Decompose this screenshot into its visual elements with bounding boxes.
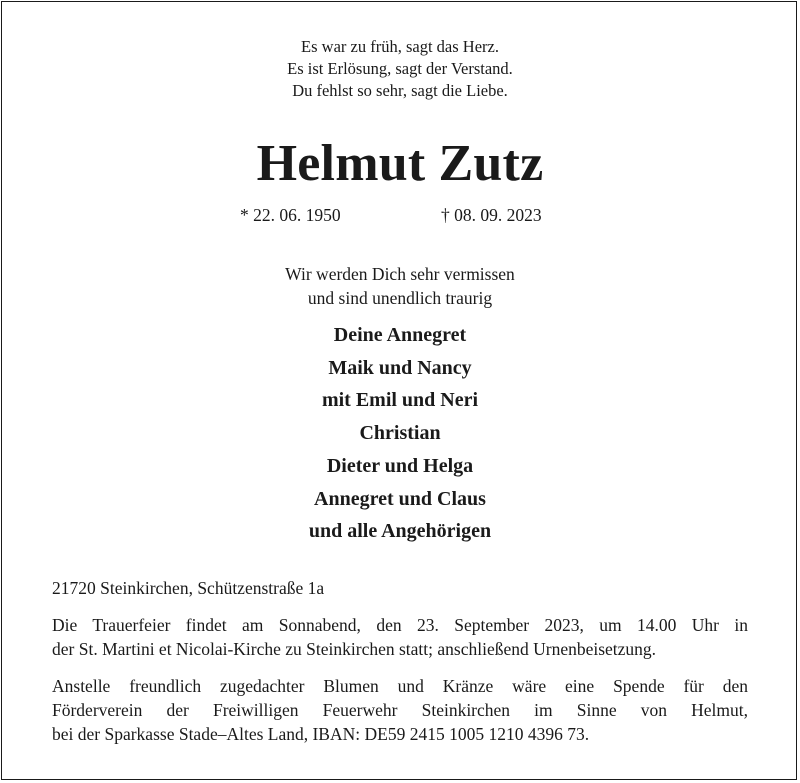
poem-line: Du fehlst so sehr, sagt die Liebe. — [292, 81, 508, 100]
mourner-entry: Dieter und Helga — [326, 454, 474, 477]
donation-notice-line: Förderverein der Freiwilligen Feuerwehr Steinkirchen im Sinne von Helmut, — [52, 700, 748, 720]
birth-date: * 22. 06. 1950 — [240, 205, 341, 225]
mourner-entry: Maik und Nancy — [328, 356, 472, 379]
message-line: und sind unendlich traurig — [307, 288, 493, 308]
deceased-name: Helmut Zutz — [256, 135, 544, 192]
funeral-notice — [52, 613, 748, 661]
death-date: † 08. 09. 2023 — [441, 205, 542, 225]
funeral-notice-line: der St. Martini et Nicolai-Kirche zu Steinkirchen statt; anschließend Urnenbeisetzung. — [52, 639, 657, 659]
donation-notice — [52, 674, 748, 746]
mourners-list — [0, 319, 800, 548]
mourning-message — [0, 262, 800, 310]
message-line: Wir werden Dich sehr vermissen — [285, 264, 515, 284]
poem-line: Es ist Erlösung, sagt der Verstand. — [287, 59, 513, 78]
donation-notice-line: bei der Sparkasse Stade–Altes Land, IBAN: DE59 2415 1005 1210 4396 73. — [52, 724, 590, 744]
mourner-entry: und alle Angehörigen — [308, 520, 492, 543]
mourner-entry: Annegret und Claus — [314, 487, 486, 510]
address: 21720 Steinkirchen, Schützenstraße 1a — [52, 578, 325, 598]
poem-line: Es war zu früh, sagt das Herz. — [301, 37, 499, 56]
mourner-entry: Deine Annegret — [333, 324, 467, 346]
donation-notice-line: Anstelle freundlich zugedachter Blumen und Kränze wäre eine Spende für den — [52, 676, 748, 696]
mourner-entry: Christian — [359, 422, 441, 445]
funeral-notice-line: Die Trauerfeier findet am Sonnabend, den 23. September 2023, um 14.00 Uhr in — [52, 615, 748, 635]
mourner-entry: mit Emil und Neri — [321, 389, 479, 412]
poem — [0, 36, 800, 102]
